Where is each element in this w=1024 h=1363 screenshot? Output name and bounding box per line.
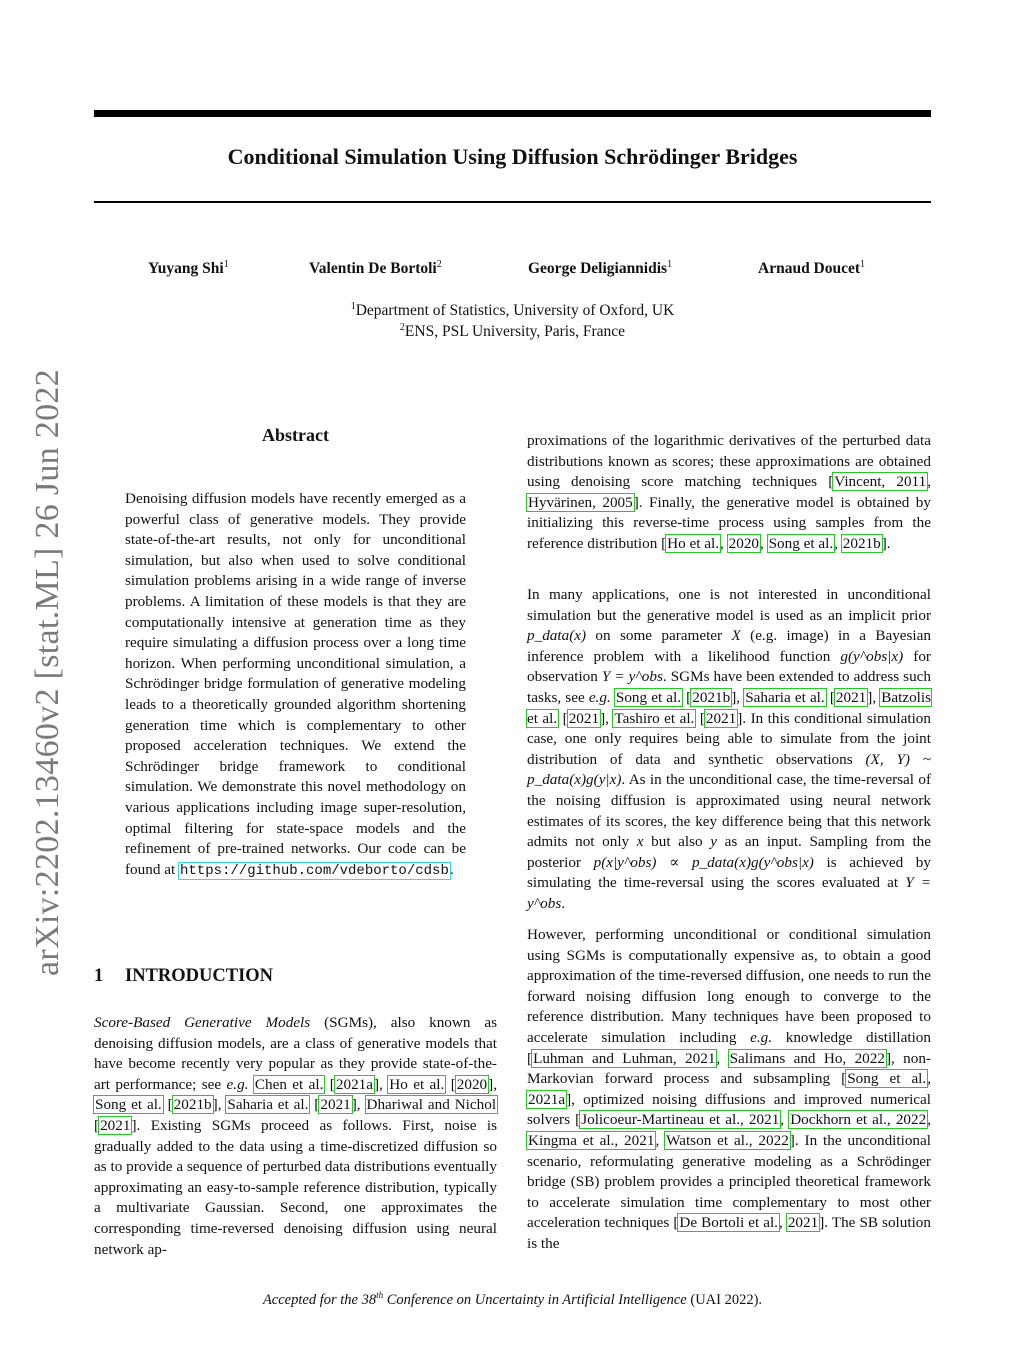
math-inline: x <box>636 833 644 851</box>
citation-link[interactable]: 2021b <box>173 1096 212 1114</box>
section-heading-introduction: 1 INTRODUCTION <box>94 966 274 986</box>
citation-link[interactable]: Song et al. <box>95 1096 162 1114</box>
citation-link[interactable]: 2021a <box>528 1090 566 1108</box>
citation-link[interactable]: Saharia et al. <box>745 688 825 706</box>
citation-link[interactable]: Chen et al. <box>254 1075 324 1093</box>
abstract-text: Denoising diffusion models have recently emerged as a powerful class of generative models. They provide state-of-the-art results, not only for unconditional simulation, but also when used to solve conditional simulation problems arising in a wide range of inverse problems. A limitation of these models is that they are computationally intensive at generation time as they require simulating a diffusion process over a long time horizon. When performing unconditional simulation, a Schrödinger bridge formulation of generative modeling leads to a theoretically grounded algorithm shortening generation time which is complementary to other proposed acceleration techniques. We extend the Schrödinger bridge framework to conditional simulation. We demonstrate this novel methodology on various applications including image super-resolution, optimal filtering for state-space models and the refinement of pre-trained networks. Our code can be found at https://github.com/vdeborto/cdsb. <box>125 490 466 879</box>
citation-link[interactable]: 2021 <box>320 1096 351 1114</box>
author: Arnaud Doucet$^1$ <box>758 258 866 277</box>
citation-link[interactable]: Ho et al. <box>389 1075 445 1093</box>
citation-link[interactable]: 2020 <box>456 1075 488 1093</box>
citation-link[interactable]: Salimans and Ho, 2022 <box>729 1049 885 1067</box>
citation-link[interactable]: Ho et al. <box>667 534 720 552</box>
author: Valentin De Bortoli$^2$ <box>309 258 442 277</box>
citation-link[interactable]: 2021a <box>335 1075 373 1093</box>
citation-link[interactable]: Kingma et al., 2021 <box>528 1131 655 1149</box>
citation-link[interactable]: Jolicoeur-Martineau et al., 2021 <box>581 1111 780 1129</box>
title-rule-bottom <box>94 201 931 203</box>
math-inline: p(x|y^obs) ∝ p_data(x)g(y^obs|x) <box>593 853 814 871</box>
code-link[interactable]: https://github.com/vdeborto/cdsb <box>180 862 449 879</box>
citation-link[interactable]: Song et al. <box>615 688 682 706</box>
abstract-heading: Abstract <box>262 425 329 445</box>
citation-link[interactable]: Tashiro et al. <box>614 709 695 727</box>
math-inline: p_data(x) <box>527 627 587 645</box>
citation-link[interactable]: 2021 <box>835 688 867 706</box>
citation-link[interactable]: Watson et al., 2022 <box>666 1131 789 1149</box>
affiliation: $^1$Department of Statistics, University of Oxford, UK <box>350 300 675 319</box>
citation-link[interactable]: 2021 <box>568 709 600 727</box>
right-paragraph-3: However, performing unconditional or conditional simulation using SGMs is computationally expensive as, to obtain a good approximation of the time-reversed diffusion, one needs to run the forward noising diffusion long enough to converge to the reference distribution. Many techniques have been proposed to accelerate simulation including e.g. knowledge distillation [Luhman and Luhman, 2021, Salimans and Ho, 2022], non-Markovian forward process and subsampling [Song et al., 2021a], optimized noising diffusions and improved numerical solvers [Jolicoeur-Martineau et al., 2021, Dockhorn et al., 2022, Kingma et al., 2021, Watson et al., 2022]. In the unconditional scenario, reformulating generative modeling as a Schrödinger bridge (SB) problem provides a principled theoretical framework to accelerate simulation time complementary to most other acceleration techniques [De Bortoli et al., 2021]. The SB solution is the <box>527 926 931 1252</box>
citation-link[interactable]: Batzolis et al. <box>527 688 932 727</box>
math-inline: y <box>710 833 717 851</box>
right-paragraph-2: In many applications, one is not interested in unconditional simulation but the generative model is used as an implicit prior p_data(x) on some parameter X (e.g. image) in a Bayesian inference problem with a likelihood function g(y^obs|x) for observation Y = y^obs. SGMs have been extended to address such tasks, see e.g. Song et al. [2021b], Saharia et al. [2021], Batzolis et al. [2021], Tashiro et al. [2021]. In this conditional simulation case, one only requires being able to simulate from the joint distribution of data and synthetic observations (X, Y) ~ p_data(x)g(y|x). As in the unconditional case, the time-reversal of the noising diffusion is approximated using neural network estimates of its scores, the key difference being that this network admits not only x but also y as an input. Sampling from the posterior p(x|y^obs) ∝ p_data(x)g(y^obs|x) is achieved by simulating the time-reversal using the scores evaluated at Y = y^obs. <box>527 586 932 912</box>
citation-link[interactable]: Song et al. <box>768 534 834 552</box>
math-inline: X <box>731 627 741 645</box>
affiliation: $^2$ENS, PSL University, Paris, France <box>399 321 626 340</box>
right-paragraph-1: proximations of the logarithmic derivatives of the perturbed data distributions known as scores; these approximations are obtained using denoising score matching techniques [Vincent, 2011, Hyvärinen, 2005]. Finally, the generative model is obtained by initializing this reverse-time process using samples from the reference distribution [Ho et al., 2020, Song et al., 2021b]. <box>527 432 931 552</box>
author: George Deligiannidis$^1$ <box>528 258 673 277</box>
arxiv-stamp: arXiv:2202.13460v2 [stat.ML] 26 Jun 2022 <box>29 369 66 976</box>
citation-link[interactable]: Song et al. <box>847 1070 927 1088</box>
author: Yuyang Shi$^1$ <box>148 258 229 277</box>
citation-link[interactable]: 2021b <box>692 688 731 706</box>
citation-link[interactable]: Dockhorn et al., 2022 <box>790 1111 927 1129</box>
citation-link[interactable]: Vincent, 2011 <box>834 473 927 491</box>
citation-link[interactable]: 2021 <box>100 1116 131 1134</box>
citation-link[interactable]: Luhman and Luhman, 2021 <box>533 1049 716 1067</box>
citation-link[interactable]: 2021 <box>787 1214 819 1232</box>
math-inline: (X, Y) ~ p_data(x)g(y|x) <box>527 750 931 789</box>
citation-link[interactable]: 2021b <box>842 534 881 552</box>
footer-note: Accepted for the 38th Conference on Uncertainty in Artificial Intelligence (UAI 2022). <box>262 1290 763 1308</box>
citation-link[interactable]: 2021 <box>705 709 737 727</box>
citation-link[interactable]: Dhariwal and Nichol <box>366 1096 497 1114</box>
title-rule-top <box>94 110 931 117</box>
math-inline: g(y^obs|x) <box>840 647 904 665</box>
math-inline: Y = y^obs <box>527 874 932 912</box>
math-inline: Y = y^obs <box>601 668 663 686</box>
citation-link[interactable]: De Bortoli et al. <box>679 1214 778 1232</box>
intro-paragraph: Score-Based Generative Models (SGMs), also known as denoising diffusion models, are a class of generative models that have become recently very popular as they provide state-of-the-art performance; see e.g. Chen et al. [2021a], Ho et al. [2020], Song et al. [2021b], Saharia et al. [2021], Dhariwal and Nichol [2021]. Existing SGMs proceed as follows. First, noise is gradually added to the data using a time-discretized diffusion so as to provide a sequence of perturbed data distributions eventually approximating an easy-to-sample reference distribution, typically a multivariate Gaussian. Second, one approximates the corresponding time-reversed denoising diffusion using neural network ap- <box>94 1014 498 1258</box>
citation-link[interactable]: Saharia et al. <box>227 1096 309 1114</box>
citation-link[interactable]: 2020 <box>728 534 760 552</box>
citation-link[interactable]: Hyvärinen, 2005 <box>528 493 633 511</box>
paper-title: Conditional Simulation Using Diffusion Schrödinger Bridges <box>227 144 798 169</box>
